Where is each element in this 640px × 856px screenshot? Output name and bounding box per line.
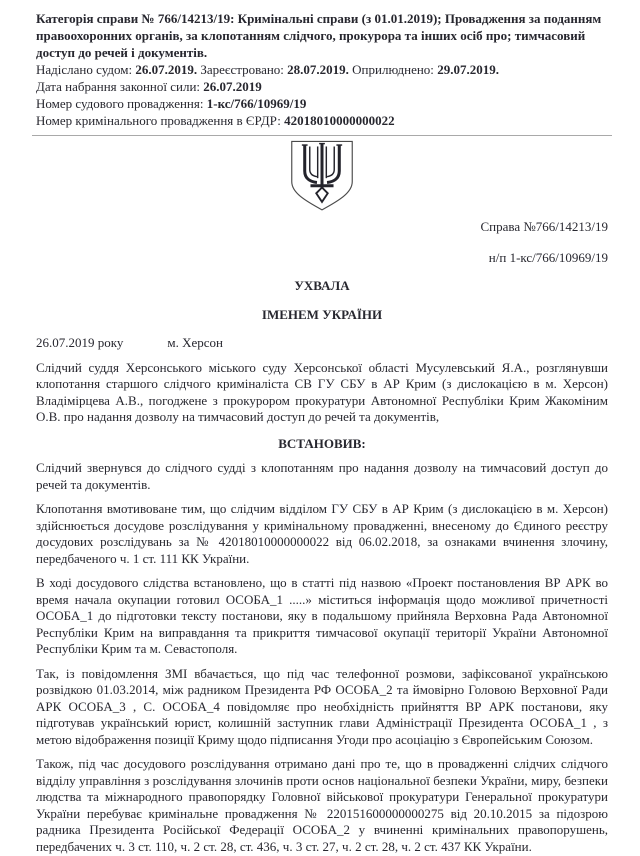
decision-date: 26.07.2019 року	[36, 335, 124, 350]
erdr-number-line	[36, 112, 608, 129]
header-divider	[32, 135, 612, 136]
emblem-row	[36, 140, 608, 212]
body-paragraph: В ході досудового слідства встановлено, що в статті під назвою «Проект постановления ВР АРК во время начала окупации готовил ОСОБА_1 .....» міститься інформація щодо можливої причетності ОСОБА_1 до підготовки тексту постанови, яку в подальшому прийняла Верховна Рада Автономної Республіки Крим на виправдання та прикриття тимчасової окупації території України Автономної Республіки Крим та м. Севастополя.	[36, 575, 608, 656]
case-reference: Справа №766/14213/19	[480, 219, 608, 234]
registered-date: 28.07.2019.	[287, 62, 349, 77]
legal-force-date: 26.07.2019	[203, 79, 262, 94]
published-label: Оприлюднено:	[348, 62, 438, 77]
intro-paragraph: Слідчий суддя Херсонського міського суду Херсонської області Мусулевський Я.А., розглянувши клопотання старшого слідчого криміналіста СВ ГУ СБУ в АР Крим (з дислокацією в м. Херсон) Владімірцева А.В., погоджене з прокурором прокуратури Автономної Республіки Крим Жакоміним О.В. про надання дозволу на тимчасовий доступ до речей та документів,	[36, 359, 608, 424]
registry-header	[36, 10, 608, 129]
sent-label: Надіслано судом:	[36, 62, 136, 77]
body-paragraph: Також, під час досудового розслідування отримано дані про те, що в провадженні слідчих слідчого відділу управління з розслідування злочинів проти основ національної безпеки України, миру, безпеки людства та міжнародного правопорядку Головної військової прокуратури Генеральної прокуратури України перебуває кримінальне провадження № 220151600000000275 від 20.10.2015 за підозрою радника Президента Російської Федерації ОСОБА_2 у вчиненні кримінальних правопорушень, передбачених ч. 3 ст. 110, ч. 2 ст. 28, ст. 436, ч. 3 ст. 27, ч. 2 ст. 28, ч. 2 ст. 437 КК України.	[36, 756, 608, 854]
erdr-value: 42018010000000022	[284, 113, 395, 128]
body-paragraph: Слідчий звернувся до слідчого судді з клопотанням про надання дозволу на тимчасовий доступ до речей та документів.	[36, 460, 608, 492]
date-city-line	[36, 335, 608, 352]
established-heading: ВСТАНОВИВ:	[278, 435, 366, 451]
legal-force-label: Дата набрання законної сили:	[36, 79, 204, 94]
ukraine-coat-of-arms-icon	[289, 140, 355, 212]
registered-label: Зареєстровано:	[197, 62, 288, 77]
case-category-text: Категорія справи № 766/14213/19: Кримінальні справи (з 01.01.2019); Провадження за поданням правоохоронних органів, за клопотанням слідчого, прокурора та інших осіб про; тимчасовий доступ до речей і документів.	[36, 11, 602, 60]
legal-force-line	[36, 78, 608, 95]
np-reference: н/п 1-кс/766/10969/19	[488, 249, 608, 265]
published-date: 29.07.2019.	[437, 62, 499, 77]
case-category-line	[36, 10, 608, 61]
body-paragraph: Так, із повідомлення ЗМІ вбачається, що під час телефонної розмови, зафіксованої українською розвідкою 01.03.2014, між радником Президента РФ ОСОБА_2 та ймовірно Головою Верховної Ради АРК ОСОБА_3 , С. ОСОБА_4 повідомляє про необхідність прийняття ВР АРК постанови, яку підготував український юрист, колишній заступник глави Адміністрації Президента ОСОБА_1 , з метою відображення позиції Криму щодо підписання Угоди про асоціацію з Європейським Союзом.	[36, 665, 608, 747]
document-title: УХВАЛА	[294, 278, 350, 293]
erdr-label: Номер кримінального провадження в ЄРДР:	[36, 113, 285, 128]
document-subtitle: ІМЕНЕМ УКРАЇНИ	[261, 306, 383, 322]
proceeding-label: Номер судового провадження:	[36, 96, 207, 111]
body-paragraph: Клопотання вмотивоване тим, що слідчим відділом ГУ СБУ в АР Крим (з дислокацією в м. Херсон) здійснюється досудове розслідування у кримінальному провадженні, внесеному до Єдиного реєстру досудових розслідувань за № 42018010000000022 від 06.02.2018, за ознаками вчинення злочину, передбаченого ч. 1 ст. 111 КК України.	[36, 501, 608, 566]
proceeding-value: 1-кс/766/10969/19	[206, 96, 307, 111]
sent-date: 26.07.2019.	[135, 62, 198, 77]
decision-city: м. Херсон	[167, 335, 224, 350]
dates-line	[36, 61, 608, 78]
proceeding-number-line	[36, 95, 608, 112]
